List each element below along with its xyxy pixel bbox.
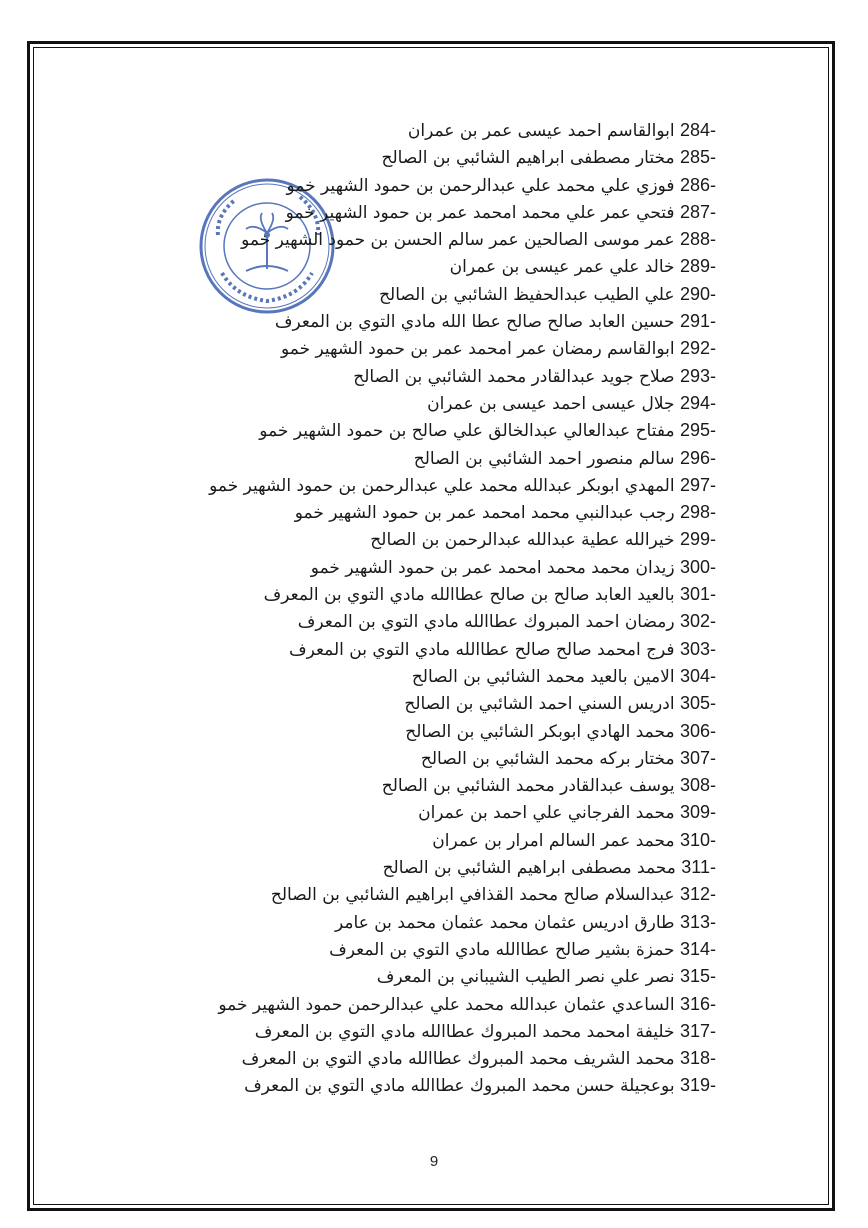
item-number: 291-: [679, 311, 716, 332]
item-number: 292-: [679, 338, 716, 359]
list-item: [150, 636, 716, 663]
list-item: [150, 335, 716, 362]
list-item: [150, 172, 716, 199]
item-number: 312-: [679, 884, 716, 905]
list-item: [150, 936, 716, 963]
item-name: زيدان محمد محمد امحمد عمر بن حمود الشهير خمو: [310, 557, 675, 578]
item-number: 304-: [679, 665, 716, 686]
item-name: مختار مصطفى ابراهيم الشائبي بن الصالح: [381, 148, 675, 169]
list-item: [150, 608, 716, 635]
list-item: [150, 963, 716, 990]
list-item: [150, 909, 716, 936]
item-name: جلال عيسى احمد عيسى بن عمران: [427, 393, 675, 414]
list-item: [150, 745, 716, 772]
item-number: 306-: [679, 720, 716, 741]
item-name: سالم منصور احمد الشائبي بن الصالح: [413, 448, 675, 469]
item-number: 288-: [679, 229, 716, 250]
item-name: رمضان احمد المبروك عطاالله مادي التوي بن المعرف: [297, 612, 675, 633]
list-item: [150, 499, 716, 526]
item-number: 294-: [679, 392, 716, 413]
item-number: 300-: [679, 556, 716, 577]
list-item: [150, 1072, 716, 1099]
item-number: 301-: [679, 584, 716, 605]
item-name: نصر علي نصر الطيب الشيباني بن المعرف: [376, 967, 675, 988]
item-name: الساعدي عثمان عبدالله محمد علي عبدالرحمن حمود الشهير خمو: [218, 994, 675, 1015]
item-number: 285-: [679, 147, 716, 168]
list-item: [150, 526, 716, 553]
item-name: بالعيد العابد صالح بن صالح عطاالله مادي التوي بن المعرف: [263, 585, 675, 606]
list-item: [150, 581, 716, 608]
item-number: 318-: [679, 1048, 716, 1069]
item-number: 302-: [679, 611, 716, 632]
item-name: مختار بركه محمد الشائبي بن الصالح: [420, 748, 675, 769]
item-name: فتحي عمر علي محمد امحمد عمر بن حمود الشهير خمو: [285, 202, 675, 223]
list-item: [150, 663, 716, 690]
item-name: ابوالقاسم رمضان عمر امحمد عمر بن حمود الشهير خمو: [280, 339, 675, 360]
list-item: [150, 117, 716, 144]
item-number: 298-: [679, 502, 716, 523]
item-number: 303-: [679, 638, 716, 659]
item-number: 307-: [679, 747, 716, 768]
list-item: [150, 1045, 716, 1072]
item-number: 311-: [681, 857, 716, 878]
list-item: [150, 881, 716, 908]
item-name: الامين بالعيد محمد الشائبي بن الصالح: [411, 666, 675, 687]
item-number: 297-: [679, 474, 716, 495]
item-name: طارق ادريس عثمان محمد عثمان محمد بن عامر: [335, 912, 675, 933]
item-number: 310-: [679, 829, 716, 850]
item-number: 296-: [679, 447, 716, 468]
list-item: [150, 417, 716, 444]
list-item: [150, 991, 716, 1018]
list-item: [150, 772, 716, 799]
item-name: علي الطيب عبدالحفيظ الشائبي بن الصالح: [379, 284, 675, 305]
item-name: بوعجيلة حسن محمد المبروك عطاالله مادي التوي بن المعرف: [244, 1076, 675, 1097]
item-name: المهدي ابوبكر عبدالله محمد علي عبدالرحمن بن حمود الشهير خمو: [209, 475, 675, 496]
item-number: 319-: [679, 1075, 716, 1096]
item-name: خليفة امحمد محمد المبروك عطاالله مادي التوي بن المعرف: [254, 1021, 675, 1042]
item-name: مفتاح عبدالعالي عبدالخالق علي صالح بن حمود الشهير خمو: [259, 421, 675, 442]
item-number: 289-: [679, 256, 716, 277]
item-name: فوزي علي محمد علي عبدالرحمن بن حمود الشهير خمو: [286, 175, 675, 196]
list-item: [150, 308, 716, 335]
item-number: 293-: [679, 365, 716, 386]
item-number: 309-: [679, 802, 716, 823]
item-number: 315-: [679, 966, 716, 987]
item-name: حسين العابد صالح صالح عطا الله مادي التوي بن المعرف: [274, 312, 675, 333]
list-item: [150, 144, 716, 171]
item-name: يوسف عبدالقادر محمد الشائبي بن الصالح: [381, 776, 675, 797]
item-name: صلاح جويد عبدالقادر محمد الشائبي بن الصالح: [353, 366, 675, 387]
list-item: [150, 1018, 716, 1045]
item-number: 286-: [679, 174, 716, 195]
list-item: [150, 281, 716, 308]
list-item: [150, 718, 716, 745]
list-item: [150, 827, 716, 854]
item-name: عمر موسى الصالحين عمر سالم الحسن بن حمود الشهير خمو: [241, 230, 675, 251]
list-item: [150, 472, 716, 499]
item-number: 314-: [679, 938, 716, 959]
item-name: ادريس السني احمد الشائبي بن الصالح: [404, 694, 675, 715]
item-name: محمد عمر السالم امرار بن عمران: [432, 830, 675, 851]
item-name: محمد الشريف محمد المبروك عطاالله مادي التوي بن المعرف: [241, 1049, 675, 1070]
item-number: 295-: [679, 420, 716, 441]
list-item: [150, 363, 716, 390]
list-item: [150, 854, 716, 881]
name-list: [150, 117, 716, 1100]
list-item: [150, 226, 716, 253]
item-name: فرج امحمد صالح صالح عطاالله مادي التوي بن المعرف: [288, 639, 675, 660]
item-number: 316-: [679, 993, 716, 1014]
list-item: [150, 445, 716, 472]
item-number: 287-: [679, 201, 716, 222]
item-name: رجب عبدالنبي محمد امحمد عمر بن حمود الشهير خمو: [294, 503, 675, 524]
item-name: عبدالسلام صالح محمد القذافي ابراهيم الشائبي بن الصالح: [270, 885, 675, 906]
item-number: 308-: [679, 775, 716, 796]
item-name: خالد علي عمر عيسى بن عمران: [449, 257, 675, 278]
item-number: 290-: [679, 283, 716, 304]
item-number: 299-: [679, 529, 716, 550]
item-name: محمد الفرجاني علي احمد بن عمران: [418, 803, 675, 824]
list-item: [150, 253, 716, 280]
item-number: 313-: [679, 911, 716, 932]
list-item: [150, 390, 716, 417]
item-number: 305-: [679, 693, 716, 714]
item-name: خيرالله عطية عبدالله عبدالرحمن بن الصالح: [370, 530, 675, 551]
list-item: [150, 199, 716, 226]
item-name: حمزة بشير صالح عطاالله مادي التوي بن المعرف: [329, 939, 675, 960]
item-number: 317-: [679, 1020, 716, 1041]
item-name: ابوالقاسم احمد عيسى عمر بن عمران: [407, 121, 675, 141]
list-item: [150, 690, 716, 717]
item-name: محمد مصطفى ابراهيم الشائبي بن الصالح: [382, 858, 676, 879]
page-number: 9: [429, 1153, 439, 1170]
item-number: 284-: [679, 120, 716, 140]
list-item: [150, 554, 716, 581]
list-item: [150, 799, 716, 826]
item-name: محمد الهادي ابوبكر الشائبي بن الصالح: [405, 721, 675, 742]
